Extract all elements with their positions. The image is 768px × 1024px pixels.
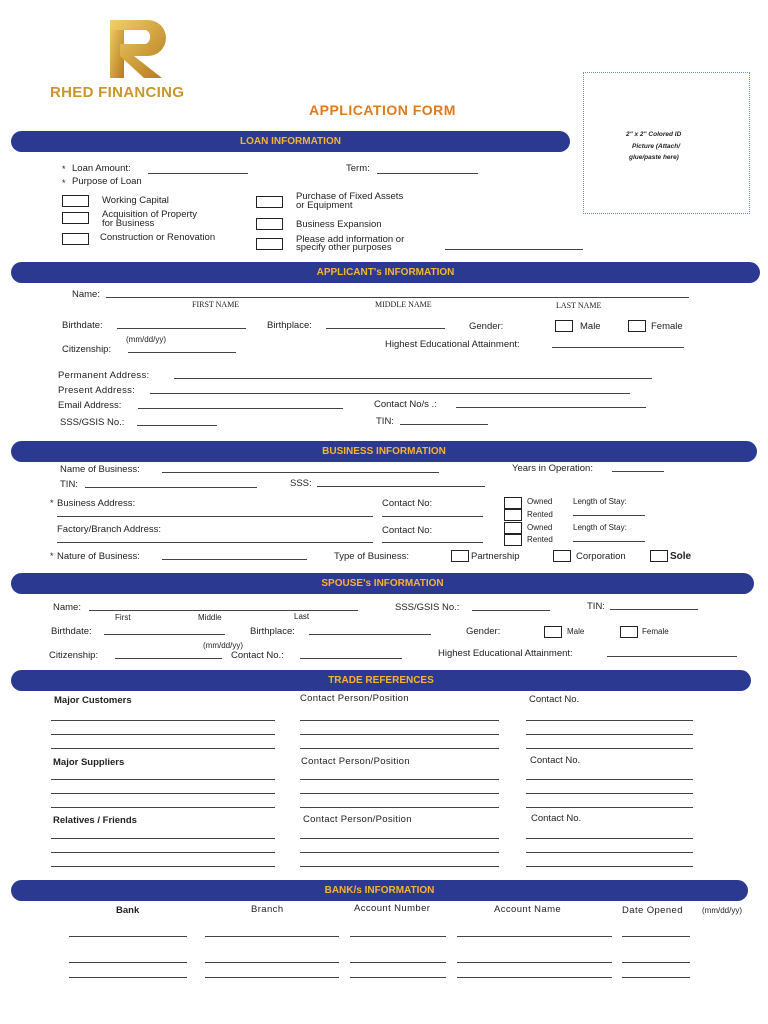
birthdate-format: (mm/dd/yy) (126, 335, 166, 344)
email-field[interactable] (138, 408, 343, 409)
business-address-label: Business Address: (57, 498, 136, 509)
suppliers-name-line[interactable] (51, 807, 275, 808)
spouse-tin-label: TIN: (587, 601, 605, 612)
spouse-contact-label: Contact No.: (231, 650, 284, 661)
corporation-checkbox[interactable] (553, 550, 571, 562)
suppliers-contact-no-label: Contact No. (530, 755, 581, 766)
spouse-female-label: Female (642, 627, 669, 636)
relatives-name-line[interactable] (51, 852, 275, 853)
acquisition-label: Acquisition of Property (102, 209, 198, 220)
birthplace-field[interactable] (326, 328, 445, 329)
bank-date-format: (mm/dd/yy) (702, 906, 742, 915)
business-tin-label: TIN: (60, 479, 78, 490)
business-expansion-checkbox[interactable] (256, 218, 283, 230)
customers-person-line[interactable] (300, 748, 499, 749)
bank-line[interactable] (69, 977, 187, 978)
spouse-male-checkbox[interactable] (544, 626, 562, 638)
years-operation-field[interactable] (612, 471, 664, 472)
customers-contact-line[interactable] (526, 748, 693, 749)
factory-owned-checkbox[interactable] (504, 522, 522, 534)
other-purpose-checkbox[interactable] (256, 238, 283, 250)
required-mark: * (62, 164, 66, 174)
photo-box-line2: Picture (Attach/ (632, 143, 681, 150)
bank-line[interactable] (69, 962, 187, 963)
business-name-label: Name of Business: (60, 464, 140, 475)
spouse-male-label: Male (567, 627, 585, 636)
permanent-address-field[interactable] (174, 378, 652, 379)
spouse-education-label: Highest Educational Attainment: (438, 648, 573, 659)
account-number-line[interactable] (350, 936, 446, 937)
customers-contact-line[interactable] (526, 734, 693, 735)
bank-column-date-opened: Date Opened (622, 905, 683, 916)
permanent-address-label: Permanent Address: (58, 370, 150, 381)
sole-checkbox[interactable] (650, 550, 668, 562)
suppliers-name-line[interactable] (51, 793, 275, 794)
factory-address-label: Factory/Branch Address: (57, 524, 162, 535)
factory-stay-label: Length of Stay: (573, 523, 627, 532)
spouse-birthdate-field[interactable] (104, 634, 225, 635)
fixed-assets-checkbox[interactable] (256, 196, 283, 208)
sss-label: SSS/GSIS No.: (60, 417, 125, 428)
female-checkbox[interactable] (628, 320, 646, 332)
account-name-line[interactable] (457, 977, 612, 978)
business-contact-label: Contact No: (382, 498, 433, 509)
business-tin-field[interactable] (85, 487, 257, 488)
bank-column-bank: Bank (116, 905, 140, 916)
spouse-gender-label: Gender: (466, 626, 501, 637)
spouse-date-format: (mm/dd/yy) (203, 641, 243, 650)
spouse-first-caption: First (115, 613, 131, 622)
spouse-female-checkbox[interactable] (620, 626, 638, 638)
last-name-caption: LAST NAME (556, 301, 602, 310)
relatives-contact-line[interactable] (526, 866, 693, 867)
date-opened-line[interactable] (622, 977, 690, 978)
acquisition-label-2: for Business (102, 218, 155, 229)
spouse-birthplace-label: Birthplace: (250, 626, 295, 637)
factory-contact-field[interactable] (382, 542, 483, 543)
business-header: BUSINESS INFORMATION (11, 441, 757, 462)
major-customers-label: Major Customers (54, 695, 132, 706)
nature-business-field[interactable] (162, 559, 307, 560)
suppliers-contact-line[interactable] (526, 793, 693, 794)
suppliers-contact-person-label: Contact Person/Position (301, 756, 410, 767)
customers-contact-line[interactable] (526, 720, 693, 721)
factory-rented-label: Rented (527, 535, 553, 544)
male-checkbox[interactable] (555, 320, 573, 332)
applicant-header: APPLICANT's INFORMATION (11, 262, 760, 283)
other-purpose-label-2: specify other purposes (296, 242, 392, 253)
required-mark: * (62, 178, 66, 188)
trade-header: TRADE REFERENCES (11, 670, 751, 691)
birthplace-label: Birthplace: (267, 320, 312, 331)
business-expansion-label: Business Expansion (296, 219, 382, 230)
customers-contact-no-label: Contact No. (529, 694, 580, 705)
tin-field[interactable] (400, 424, 488, 425)
relatives-person-line[interactable] (300, 866, 499, 867)
business-sss-field[interactable] (317, 486, 485, 487)
loan-amount-label: Loan Amount: (72, 163, 131, 174)
bank-line[interactable] (69, 936, 187, 937)
account-name-line[interactable] (457, 936, 612, 937)
business-name-field[interactable] (162, 472, 439, 473)
applicant-name-field[interactable] (106, 297, 689, 298)
citizenship-label: Citizenship: (62, 344, 112, 355)
suppliers-person-line[interactable] (300, 793, 499, 794)
present-address-field[interactable] (150, 393, 630, 394)
business-contact-field[interactable] (382, 516, 483, 517)
relatives-person-line[interactable] (300, 852, 499, 853)
relatives-contact-person-label: Contact Person/Position (303, 814, 412, 825)
contact-field[interactable] (456, 407, 646, 408)
relatives-contact-no-label: Contact No. (531, 813, 582, 824)
spouse-name-label: Name: (53, 602, 81, 613)
business-owned-checkbox[interactable] (504, 497, 522, 509)
business-stay-field[interactable] (573, 515, 645, 516)
required-mark: * (50, 551, 54, 561)
relatives-name-line[interactable] (51, 838, 275, 839)
business-stay-label: Length of Stay: (573, 497, 627, 506)
relatives-contact-line[interactable] (526, 852, 693, 853)
working-capital-label: Working Capital (102, 195, 169, 206)
contact-label: Contact No/s .: (374, 399, 437, 410)
business-address-field[interactable] (57, 516, 373, 517)
spouse-citizenship-field[interactable] (115, 658, 222, 659)
first-name-caption: FIRST NAME (192, 300, 240, 309)
bank-column-account-number: Account Number (354, 903, 431, 914)
photo-box[interactable] (583, 72, 750, 214)
acquisition-checkbox[interactable] (62, 212, 89, 224)
form-title: APPLICATION FORM (309, 102, 456, 118)
business-owned-label: Owned (527, 497, 553, 506)
partnership-label: Partnership (471, 551, 520, 562)
bank-header: BANK/s INFORMATION (11, 880, 748, 901)
date-opened-line[interactable] (622, 936, 690, 937)
spouse-education-field[interactable] (607, 656, 737, 657)
factory-address-field[interactable] (57, 542, 373, 543)
other-purpose-label: Please add information or (296, 234, 405, 245)
education-label: Highest Educational Attainment: (385, 339, 520, 350)
logo-r-mark (50, 18, 230, 82)
relatives-contact-line[interactable] (526, 838, 693, 839)
fixed-assets-label-2: or Equipment (296, 200, 353, 211)
brand-name: RHED FINANCING (50, 84, 185, 101)
email-label: Email Address: (58, 400, 122, 411)
years-operation-label: Years in Operation: (512, 463, 593, 474)
suppliers-name-line[interactable] (51, 779, 275, 780)
spouse-middle-caption: Middle (198, 613, 222, 622)
sole-label: Sole (670, 551, 692, 562)
customers-person-line[interactable] (300, 720, 499, 721)
present-address-label: Present Address: (58, 385, 136, 396)
business-rented-checkbox[interactable] (504, 509, 522, 521)
bank-column-account-name: Account Name (494, 904, 562, 915)
date-opened-line[interactable] (622, 962, 690, 963)
female-label: Female (651, 321, 683, 332)
sss-field[interactable] (137, 425, 217, 426)
construction-checkbox[interactable] (62, 233, 89, 245)
suppliers-person-line[interactable] (300, 807, 499, 808)
spouse-sss-label: SSS/GSIS No.: (395, 602, 460, 613)
term-field[interactable] (377, 173, 478, 174)
male-label: Male (580, 321, 601, 332)
other-purpose-field[interactable] (445, 249, 583, 250)
birthdate-label: Birthdate: (62, 320, 103, 331)
account-number-line[interactable] (350, 977, 446, 978)
account-name-line[interactable] (457, 962, 612, 963)
construction-label: Construction or Renovation (100, 232, 216, 243)
spouse-contact-field[interactable] (300, 658, 402, 659)
factory-owned-label: Owned (527, 523, 553, 532)
tin-label: TIN: (376, 416, 394, 427)
logo (50, 18, 230, 102)
term-label: Term: (346, 163, 370, 174)
relatives-name-line[interactable] (51, 866, 275, 867)
customers-name-line[interactable] (51, 734, 275, 735)
spouse-tin-field[interactable] (610, 609, 698, 610)
customers-name-line[interactable] (51, 720, 275, 721)
suppliers-person-line[interactable] (300, 779, 499, 780)
spouse-birthplace-field[interactable] (309, 634, 431, 635)
corporation-label: Corporation (576, 551, 626, 562)
fixed-assets-label: Purchase of Fixed Assets (296, 191, 404, 202)
working-capital-checkbox[interactable] (62, 195, 89, 207)
required-mark: * (50, 498, 54, 508)
partnership-checkbox[interactable] (451, 550, 469, 562)
account-number-line[interactable] (350, 962, 446, 963)
relatives-friends-label: Relatives / Friends (53, 815, 137, 826)
business-sss-label: SSS: (290, 478, 312, 489)
birthdate-field[interactable] (117, 328, 246, 329)
major-suppliers-label: Major Suppliers (53, 757, 125, 768)
suppliers-contact-line[interactable] (526, 807, 693, 808)
spouse-sss-field[interactable] (472, 610, 550, 611)
middle-name-caption: MIDDLE NAME (375, 300, 432, 309)
customers-contact-person-label: Contact Person/Position (300, 693, 409, 704)
spouse-name-field[interactable] (89, 610, 358, 611)
applicant-name-label: Name: (72, 289, 100, 300)
branch-line[interactable] (205, 936, 339, 937)
branch-line[interactable] (205, 962, 339, 963)
customers-person-line[interactable] (300, 734, 499, 735)
nature-business-label: Nature of Business: (57, 551, 140, 562)
spouse-last-caption: Last (294, 612, 310, 621)
spouse-header: SPOUSE's INFORMATION (11, 573, 754, 594)
education-field[interactable] (552, 347, 684, 348)
factory-stay-field[interactable] (573, 541, 645, 542)
suppliers-contact-line[interactable] (526, 779, 693, 780)
loan-header: LOAN INFORMATION (11, 131, 570, 152)
factory-contact-label: Contact No: (382, 525, 433, 536)
spouse-citizenship-label: Citizenship: (49, 650, 99, 661)
spouse-birthdate-label: Birthdate: (51, 626, 92, 637)
photo-box-line1: 2" x 2" Colored ID (626, 131, 682, 138)
factory-rented-checkbox[interactable] (504, 534, 522, 546)
relatives-person-line[interactable] (300, 838, 499, 839)
branch-line[interactable] (205, 977, 339, 978)
customers-name-line[interactable] (51, 748, 275, 749)
loan-amount-field[interactable] (148, 173, 248, 174)
purpose-label: Purpose of Loan (72, 176, 142, 187)
type-business-label: Type of Business: (334, 551, 409, 562)
business-rented-label: Rented (527, 510, 553, 519)
bank-column-branch: Branch (251, 904, 284, 915)
gender-label: Gender: (469, 321, 504, 332)
citizenship-field[interactable] (128, 352, 236, 353)
photo-box-line3: glue/paste here) (629, 154, 679, 161)
